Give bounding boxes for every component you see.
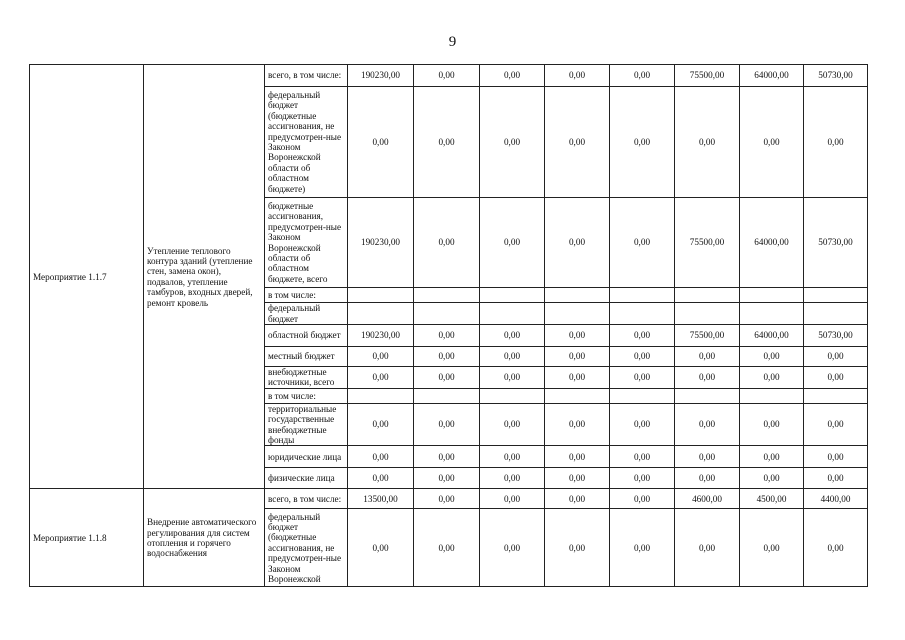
amount-cell: 0,00 (545, 489, 610, 509)
amount-cell: 0,00 (414, 509, 480, 587)
amount-cell: 0,00 (610, 87, 675, 198)
amount-cell: 0,00 (610, 367, 675, 389)
event-name: Мероприятие 1.1.8 (30, 489, 144, 587)
event-description: Внедрение автоматического регулирования для систем отопления и горячего водоснабжения (144, 489, 265, 587)
amount-cell: 0,00 (414, 403, 480, 446)
amount-cell (545, 388, 610, 403)
amount-cell: 0,00 (804, 367, 868, 389)
amount-cell: 50730,00 (804, 325, 868, 347)
amount-cell: 0,00 (545, 403, 610, 446)
funding-source: федеральный бюджет (бюджетные ассигнования, не предусмотрен-ные Законом Воронежской области об областном бюджете) (265, 87, 348, 198)
table-row (30, 489, 868, 509)
amount-cell (804, 303, 868, 325)
funding-source: федеральный бюджет (бюджетные ассигнования, не предусмотрен-ные Законом Воронежской (265, 509, 348, 587)
amount-cell: 0,00 (545, 198, 610, 288)
amount-cell (675, 303, 740, 325)
amount-cell: 0,00 (740, 403, 804, 446)
amount-cell: 0,00 (610, 509, 675, 587)
amount-cell: 0,00 (610, 347, 675, 367)
funding-source: всего, в том числе: (265, 489, 348, 509)
amount-cell: 0,00 (414, 446, 480, 468)
amount-cell: 0,00 (480, 198, 545, 288)
budget-table (29, 64, 868, 587)
amount-cell: 0,00 (675, 468, 740, 489)
amount-cell: 0,00 (545, 325, 610, 347)
amount-cell: 0,00 (740, 509, 804, 587)
amount-cell (348, 303, 414, 325)
amount-cell: 0,00 (414, 489, 480, 509)
amount-cell: 0,00 (414, 87, 480, 198)
amount-cell: 0,00 (414, 367, 480, 389)
funding-source: местный бюджет (265, 347, 348, 367)
amount-cell (610, 288, 675, 303)
amount-cell (740, 388, 804, 403)
amount-cell: 0,00 (740, 446, 804, 468)
amount-cell: 0,00 (348, 468, 414, 489)
amount-cell: 190230,00 (348, 65, 414, 87)
amount-cell: 0,00 (804, 446, 868, 468)
amount-cell (480, 388, 545, 403)
amount-cell: 0,00 (610, 468, 675, 489)
amount-cell: 0,00 (480, 509, 545, 587)
amount-cell: 0,00 (348, 446, 414, 468)
amount-cell: 64000,00 (740, 198, 804, 288)
amount-cell: 75500,00 (675, 198, 740, 288)
funding-source: бюджетные ассигнования, предусмотрен-ные Законом Воронежской области об областном бюджете, всего (265, 198, 348, 288)
amount-cell (804, 288, 868, 303)
amount-cell (414, 388, 480, 403)
amount-cell: 0,00 (545, 509, 610, 587)
amount-cell (740, 303, 804, 325)
amount-cell: 0,00 (348, 403, 414, 446)
amount-cell: 0,00 (480, 489, 545, 509)
page-number: 9 (448, 34, 457, 50)
funding-source: в том числе: (265, 288, 348, 303)
amount-cell: 4400,00 (804, 489, 868, 509)
amount-cell: 0,00 (480, 87, 545, 198)
funding-source: внебюджетные источники, всего (265, 367, 348, 389)
amount-cell (414, 303, 480, 325)
amount-cell: 0,00 (675, 87, 740, 198)
amount-cell: 0,00 (610, 403, 675, 446)
amount-cell: 0,00 (804, 509, 868, 587)
amount-cell: 0,00 (740, 367, 804, 389)
funding-source: территориальные государственные внебюджетные фонды (265, 403, 348, 446)
amount-cell: 0,00 (740, 468, 804, 489)
amount-cell: 0,00 (740, 347, 804, 367)
amount-cell (675, 388, 740, 403)
amount-cell (804, 388, 868, 403)
amount-cell: 0,00 (610, 489, 675, 509)
funding-source: федеральный бюджет (265, 303, 348, 325)
amount-cell: 0,00 (804, 468, 868, 489)
amount-cell: 0,00 (480, 347, 545, 367)
amount-cell: 0,00 (610, 198, 675, 288)
amount-cell: 0,00 (348, 367, 414, 389)
funding-source: областной бюджет (265, 325, 348, 347)
amount-cell (610, 303, 675, 325)
amount-cell (414, 288, 480, 303)
amount-cell: 0,00 (480, 468, 545, 489)
funding-source: в том числе: (265, 388, 348, 403)
event-description: Утепление теплового контура зданий (утепление стен, замена окон), подвалов, утепление тамбуров, входных дверей, ремонт кровель (144, 65, 265, 489)
amount-cell: 4500,00 (740, 489, 804, 509)
amount-cell: 0,00 (480, 446, 545, 468)
amount-cell: 0,00 (675, 347, 740, 367)
amount-cell: 64000,00 (740, 65, 804, 87)
amount-cell: 190230,00 (348, 325, 414, 347)
amount-cell: 4600,00 (675, 489, 740, 509)
amount-cell: 0,00 (545, 87, 610, 198)
amount-cell: 13500,00 (348, 489, 414, 509)
amount-cell: 0,00 (804, 87, 868, 198)
amount-cell: 0,00 (480, 325, 545, 347)
amount-cell: 0,00 (348, 509, 414, 587)
amount-cell: 0,00 (414, 468, 480, 489)
amount-cell: 0,00 (480, 367, 545, 389)
amount-cell (348, 388, 414, 403)
amount-cell: 0,00 (414, 347, 480, 367)
amount-cell: 0,00 (414, 325, 480, 347)
amount-cell: 0,00 (545, 446, 610, 468)
amount-cell: 0,00 (675, 446, 740, 468)
amount-cell: 0,00 (414, 198, 480, 288)
amount-cell: 0,00 (545, 65, 610, 87)
amount-cell (545, 288, 610, 303)
amount-cell: 0,00 (610, 65, 675, 87)
amount-cell (740, 288, 804, 303)
amount-cell: 64000,00 (740, 325, 804, 347)
amount-cell: 0,00 (348, 87, 414, 198)
funding-source: физические лица (265, 468, 348, 489)
amount-cell: 0,00 (545, 468, 610, 489)
amount-cell: 75500,00 (675, 325, 740, 347)
amount-cell (480, 303, 545, 325)
funding-source: юридические лица (265, 446, 348, 468)
amount-cell: 50730,00 (804, 65, 868, 87)
amount-cell: 0,00 (545, 347, 610, 367)
amount-cell: 0,00 (610, 446, 675, 468)
amount-cell: 190230,00 (348, 198, 414, 288)
amount-cell: 0,00 (610, 325, 675, 347)
funding-source: всего, в том числе: (265, 65, 348, 87)
amount-cell: 0,00 (348, 347, 414, 367)
amount-cell: 75500,00 (675, 65, 740, 87)
amount-cell: 0,00 (480, 65, 545, 87)
amount-cell: 0,00 (804, 347, 868, 367)
amount-cell (675, 288, 740, 303)
amount-cell: 0,00 (675, 367, 740, 389)
amount-cell: 0,00 (480, 403, 545, 446)
amount-cell (348, 288, 414, 303)
amount-cell: 0,00 (675, 509, 740, 587)
amount-cell: 50730,00 (804, 198, 868, 288)
event-name: Мероприятие 1.1.7 (30, 65, 144, 489)
table-body (30, 65, 868, 587)
amount-cell (610, 388, 675, 403)
amount-cell: 0,00 (545, 367, 610, 389)
amount-cell: 0,00 (804, 403, 868, 446)
amount-cell (545, 303, 610, 325)
table-row (30, 65, 868, 87)
amount-cell: 0,00 (740, 87, 804, 198)
amount-cell (480, 288, 545, 303)
amount-cell: 0,00 (675, 403, 740, 446)
amount-cell: 0,00 (414, 65, 480, 87)
